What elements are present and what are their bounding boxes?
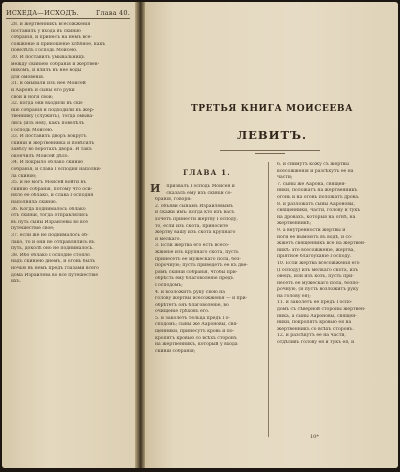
text-line: надъ скиніею днемъ, и огонь былъ <box>11 259 95 265</box>
left-page-text-column <box>6 22 130 286</box>
title-divider <box>220 150 320 151</box>
text-line: 11. и заколетъ ее предъ Госпо- <box>277 300 353 306</box>
text-line: 34. И покрыло облако скинію <box>11 160 83 166</box>
text-line: жертву вашу изъ скота крупнаго <box>155 230 236 236</box>
text-line: пріятное благоуханіе Господу. <box>277 254 352 260</box>
text-line: 12. и разсѣкутъ ее на части, <box>277 333 346 339</box>
text-line: никѣ: это всесожженіе, жертва, <box>277 247 355 253</box>
text-line: обрѣсть ему благоволеніе предъ <box>155 276 234 282</box>
text-line: овецъ, или изъ козъ, пусть при- <box>277 274 354 280</box>
text-line: то, если изъ скота, приносите <box>155 223 229 229</box>
text-line: 2. объяви сынамъ Израилевымъ <box>155 203 233 209</box>
page-number: 10* <box>310 434 319 440</box>
text-line: путь, доколѣ оно не поднималось. <box>11 246 94 252</box>
text-line: рочную, (и пусть возложитъ руку <box>277 287 359 293</box>
text-line: окончилъ Моисей дѣло. <box>11 153 69 159</box>
text-line: 30. И поставилъ умывальницъ <box>11 54 85 60</box>
text-line: на дровахъ, которыя на огнѣ, на <box>277 214 356 220</box>
text-line: очищеніе грѣховъ его. <box>155 309 210 315</box>
text-line: поставилъ у входа въ скинію <box>11 28 81 34</box>
right-page-column-1 <box>150 184 264 355</box>
text-line: ночью въ немъ предъ глазами всего <box>11 265 99 271</box>
chapter-heading: ГЛАВА 1. <box>183 168 231 177</box>
text-line: рямъ скиніи собранія, чтобы при- <box>155 269 238 275</box>
text-line: 10. Если жертва всесожженія его <box>277 260 360 266</box>
text-line: между скиніею собранія и жертвен- <box>11 61 100 67</box>
text-line: скинію собранія, потому что оси- <box>11 186 93 192</box>
text-line: 35. и не могъ Моисей войти въ <box>11 180 86 186</box>
text-line: лако, то и они не отправлялись въ <box>11 239 95 245</box>
text-line: жертвенникѣ; <box>277 221 312 227</box>
text-line: ноги ее вымоютъ въ водѣ, и со- <box>277 234 353 240</box>
text-line: домъ съ сѣверной стороны жертвен- <box>277 307 366 313</box>
text-line: голову жертвы всесожженія — и при- <box>155 296 248 302</box>
text-line: няло ее облако, и слава Господня <box>11 193 94 199</box>
text-line: 3. Если жертва его есть всесо- <box>155 243 230 249</box>
column-divider <box>268 162 269 437</box>
text-line: твеннику (служить), тогда омыва- <box>11 114 94 120</box>
text-line: ника, а сыны Аароновы, священ- <box>277 313 357 319</box>
text-line: путешествіе свое; <box>11 226 55 232</box>
drop-cap: И <box>150 182 161 195</box>
text-line: 37. если же не поднималось об- <box>11 233 89 238</box>
title-divider-small <box>255 153 285 154</box>
text-line: кропятъ кровью со всѣхъ сторонъ <box>155 335 237 341</box>
text-line: 31. и омывали изъ нее Моисей <box>11 81 86 87</box>
text-line: лись (изъ нея), какъ повелѣлъ <box>11 120 85 126</box>
text-line: сожженіе и приношеніе хлѣбное, какъ <box>11 41 106 47</box>
text-line: Господь Моисею. <box>11 127 54 133</box>
text-line: ихъ. <box>11 279 22 285</box>
text-line: ники, положатъ на жертвенникъ <box>277 188 358 194</box>
running-header-chapter: Глава 40. <box>95 9 130 17</box>
text-line: 5. и заколетъ тельца предъ Го- <box>155 315 230 321</box>
text-line: сподомъ; сыны же Аароновы, свя- <box>155 322 238 328</box>
text-line: 8. и разложатъ сыны Аароновы, <box>277 201 355 207</box>
text-line: отдѣливъ голову ея и тукъ ея, и <box>277 340 355 346</box>
text-line: дома Израилева во все путешествіе <box>11 272 99 278</box>
text-line: принесетъ ее мужескаго пола, без- <box>155 256 241 262</box>
text-line: 9. а внутренности жертвы и <box>277 227 346 233</box>
text-line: на голову ея); <box>277 293 311 299</box>
text-line: на жертвенникъ, который у входа <box>155 342 238 348</box>
text-line: всесожженія и разсѣкутъ ее на <box>277 168 354 174</box>
text-line: священники, части, голову и тукъ <box>277 208 361 214</box>
text-line: Господомъ; <box>155 282 183 288</box>
text-line: никомъ, и влилъ въ нее воды <box>11 68 82 74</box>
text-line: жжетъ священникъ все на жертвен- <box>277 241 366 247</box>
text-line: призвалъ Господь Моисея и <box>166 184 235 189</box>
text-line: жертвенникъ со всѣхъ сторонъ. <box>277 326 354 332</box>
text-line: для омовенія. <box>11 74 45 80</box>
text-line: скиніи и жертвенника и повѣсилъ <box>11 140 95 146</box>
text-line: завѣсу во воротахъ двора. И такъ <box>11 147 92 153</box>
text-line: щенники, принесутъ кровь и по- <box>155 329 235 335</box>
text-line: наполняла скинію. <box>11 200 58 206</box>
text-line: сказалъ ему изъ скиніи со- <box>166 190 232 196</box>
text-line: 28. и жертвенникъ всесожженія <box>11 22 91 27</box>
text-line: несетъ ее мужескаго пола, безпо- <box>277 280 360 286</box>
text-line: повелѣлъ Господь Моисею. <box>11 48 78 54</box>
text-line: 4. и возложитъ руку свою на <box>155 289 225 295</box>
text-line: порочную; пусть приведетъ ее къ две- <box>155 263 248 269</box>
text-line: въ путь сыны Израилевы во все <box>11 219 88 225</box>
text-line: и скажи имъ: когда кто изъ васъ <box>155 210 235 216</box>
text-line: ники, покропятъ кровью ея на <box>277 320 352 326</box>
book-gutter <box>135 2 145 468</box>
text-line: части; <box>277 175 293 181</box>
text-line: собранія, и слава Господня наполни- <box>11 167 102 173</box>
text-line: скиніи собранія; <box>155 348 196 354</box>
text-line: 38. Ибо облако Господне стояло <box>11 252 90 258</box>
text-line: и мелкаго. <box>155 236 181 242</box>
text-line: обрѣтетъ онъ благоволеніе, во <box>155 302 229 308</box>
text-line: собранія, и принесъ на немъ все- <box>11 35 92 41</box>
text-line: огонь и на огонь положатъ дрова. <box>277 194 360 200</box>
text-line: бранія, говоря: <box>155 197 192 203</box>
text-line: ла скинію; <box>11 173 37 179</box>
book-subtitle: ЛЕВИТЪ. <box>236 128 308 142</box>
book-title: ТРЕТЬЯ КНИГА МОИСЕЕВА <box>190 104 354 114</box>
text-line: 33. И поставилъ дворъ вокругъ <box>11 134 87 140</box>
text-line: жженіе изъ крупнаго скота, пусть <box>155 249 239 255</box>
text-line: и Ааронъ и сыны его руки <box>11 87 75 93</box>
text-line: 6. и снимутъ кожу съ жертвы <box>277 162 349 167</box>
right-page-column-2 <box>272 162 392 347</box>
text-line: 32. когда они входили въ ски- <box>11 101 84 107</box>
left-page-running-header <box>6 9 130 19</box>
text-line: нію собранія и подходили къ жер- <box>11 107 95 113</box>
text-line: отъ скиніи, тогда отправлялись <box>11 213 88 219</box>
text-line: 7. сыны же Аарона, священ- <box>277 181 346 187</box>
text-line: 36. Когда поднималось облако <box>11 206 86 212</box>
text-line: (Господу) изъ мелкаго скота, изъ <box>277 267 359 273</box>
running-header-title: ИСХЕДА—ИСХОДЪ. <box>6 9 79 17</box>
text-line: хочетъ принести жертву Господу, <box>155 216 238 222</box>
text-line: свои и ноги свои; <box>11 94 54 100</box>
